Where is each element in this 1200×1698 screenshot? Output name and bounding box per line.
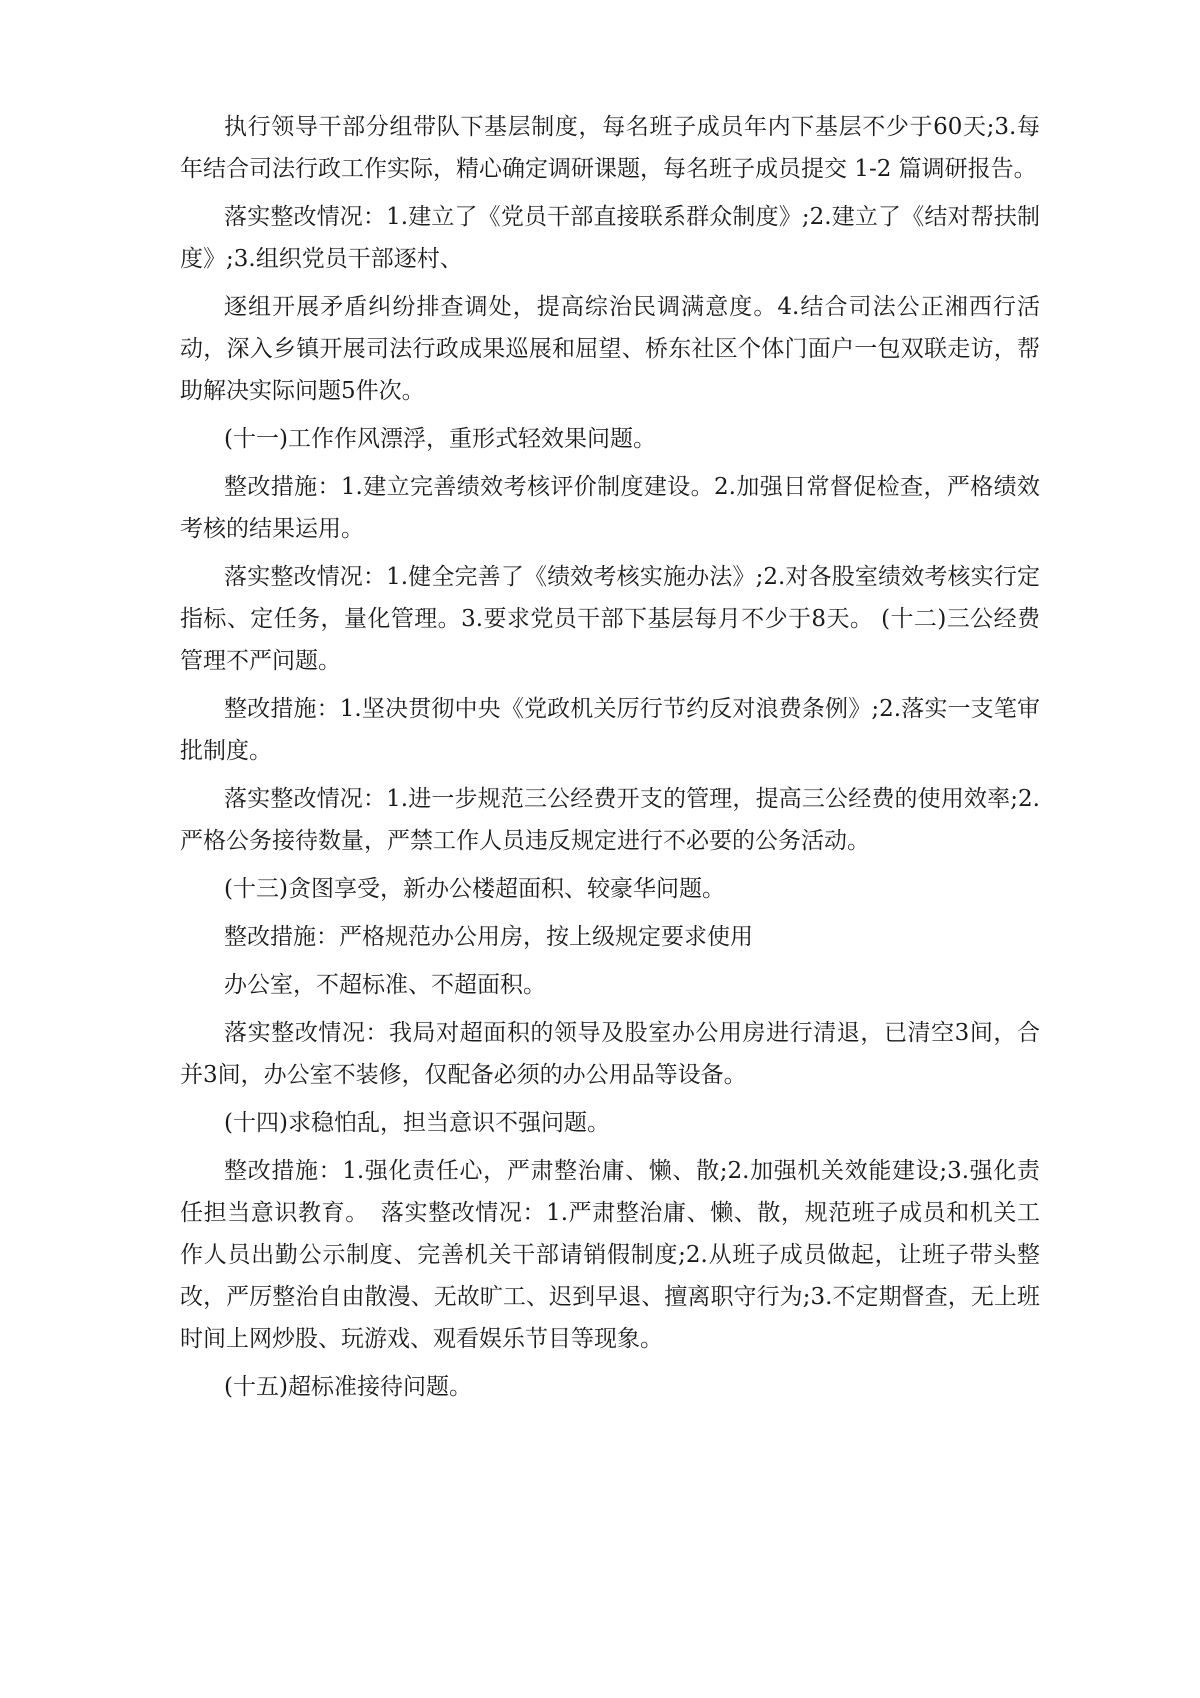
paragraph: 办公室，不超标准、不超面积。 — [224, 972, 546, 998]
document-body — [180, 106, 1040, 1414]
paragraph: 落实整改情况：1.建立了《党员干部直接联系群众制度》;2.建立了《结对帮扶制度》;3.组织党员干部逐村、 — [180, 204, 1040, 272]
paragraph: 执行领导干部分组带队下基层制度，每名班子成员年内下基层不少于60天;3.每年结合司法行政工作实际，精心确定调研课题，每名班子成员提交 1-2 篇调研报告。 — [180, 114, 1040, 182]
section-heading: (十三)贪图享受，新办公楼超面积、较豪华问题。 — [224, 876, 725, 902]
paragraph: 整改措施：1.坚决贯彻中央《党政机关厉行节约反对浪费条例》;2.落实一支笔审批制度。 — [180, 696, 1040, 764]
paragraph: 落实整改情况：我局对超面积的领导及股室办公用房进行清退，已清空3间，合并3间，办公室不装修，仅配备必须的办公用品等设备。 — [180, 1020, 1040, 1088]
paragraph: 整改措施：严格规范办公用房，按上级规定要求使用 — [224, 924, 753, 950]
paragraph: 落实整改情况：1.健全完善了《绩效考核实施办法》;2.对各股室绩效考核实行定指标、定任务，量化管理。3.要求党员干部下基层每月不少于8天。 (十二)三公经费管理不严问题。 — [180, 564, 1040, 674]
paragraph: 整改措施：1.强化责任心，严肃整治庸、懒、散;2.加强机关效能建设;3.强化责任担当意识教育。 落实整改情况：1.严肃整治庸、懒、散，规范班子成员和机关工作人员出勤公示制度、完善机关干部请销假制度;2.从班子成员做起，让班子带头整改，严厉整治自由散漫、无故旷工、迟到早退、擅离职守行为;3.不定期督查，无上班时间上网炒股、玩游戏、观看娱乐节目等现象。 — [180, 1158, 1040, 1352]
section-heading: (十一)工作作风漂浮，重形式轻效果问题。 — [224, 426, 656, 452]
section-heading: (十四)求稳怕乱，担当意识不强问题。 — [224, 1110, 610, 1136]
section-heading: (十五)超标准接待问题。 — [224, 1374, 472, 1400]
paragraph: 整改措施：1.建立完善绩效考核评价制度建设。2.加强日常督促检查，严格绩效考核的结果运用。 — [180, 474, 1040, 542]
paragraph: 落实整改情况：1.进一步规范三公经费开支的管理，提高三公经费的使用效率;2.严格公务接待数量，严禁工作人员违反规定进行不必要的公务活动。 — [180, 786, 1040, 854]
paragraph: 逐组开展矛盾纠纷排查调处，提高综治民调满意度。4.结合司法公正湘西行活动，深入乡镇开展司法行政成果巡展和屈望、桥东社区个体门面户一包双联走访，帮助解决实际问题5件次。 — [180, 294, 1040, 404]
